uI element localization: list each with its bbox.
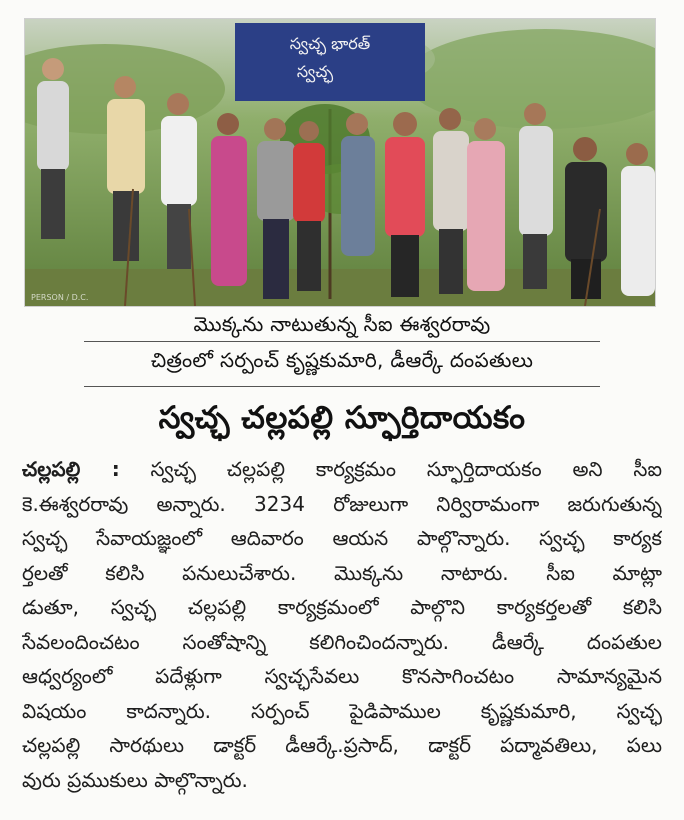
caption-divider-1 xyxy=(84,341,600,342)
photo-caption-line-2: చిత్రంలో సర్పంచ్ కృష్ణకుమారి, డీఆర్కే దంపతులు xyxy=(150,348,534,372)
banner-text-2: స్వచ్ఛ xyxy=(296,62,334,81)
article-line: డుతూ, స్వచ్ఛ చల్లపల్లి కార్యక్రమంలో పాల్గొని కార్యకర్తలతో కలిసి xyxy=(22,595,662,619)
banner xyxy=(235,23,425,101)
article-headline: స్వచ్ఛ చల్లపల్లి స్ఫూర్తిదాయకం xyxy=(158,400,526,436)
article-line: స్వచ్ఛ సేవాయజ్ఞంలో ఆదివారం ఆయన పాల్గొన్నారు. స్వచ్ఛ కార్యక xyxy=(22,526,662,550)
caption-divider-2 xyxy=(84,386,600,387)
article-line: ర్తలతో కలిసి పనులుచేశారు. మొక్కను నాటారు. సీఐ మాట్లా xyxy=(22,560,662,585)
article-line: వురు ప్రముకులు పాల్గొన్నారు. xyxy=(22,767,248,792)
news-photo xyxy=(24,18,656,307)
article-line: ఆధ్వర్యంలో పదేళ్లుగా స్వచ్ఛసేవలు కొనసాగించటం సామాన్యమైన xyxy=(22,664,662,688)
photo-caption-line-1: మొక్కను నాటుతున్న సీఐ ఈశ్వరరావు xyxy=(193,312,491,336)
article-line: సేవలందించటం సంతోషాన్ని కలిగించిందన్నారు. డీఆర్కే దంపతుల xyxy=(22,629,662,654)
article-line: విషయం కాదన్నారు. సర్పంచ్ పైడిపాముల కృష్ణకుమారి, స్వచ్ఛ xyxy=(22,698,662,723)
article-line: కె.ఈశ్వరరావు అన్నారు. 3234 రోజులుగా నిర్విరామంగా జరుగుతున్న xyxy=(22,491,662,516)
article-line: చల్లపల్లి సారథులు డాక్టర్ డీఆర్కే.ప్రసాద్, డాక్టర్ పద్మావతిలు, పలు xyxy=(22,733,662,757)
photo-watermark: PERSON / D.C. xyxy=(31,293,89,302)
article-body xyxy=(22,452,662,797)
article-dateline: చల్లపల్లి : xyxy=(22,457,120,481)
banner-text-1: స్వచ్ఛ భారత్ xyxy=(289,34,371,53)
article-line: చల్లపల్లి : స్వచ్ఛ చల్లపల్లి కార్యక్రమం స్ఫూర్తిదాయకం అని సీఐ xyxy=(22,457,662,481)
photo-illustration xyxy=(25,19,655,306)
